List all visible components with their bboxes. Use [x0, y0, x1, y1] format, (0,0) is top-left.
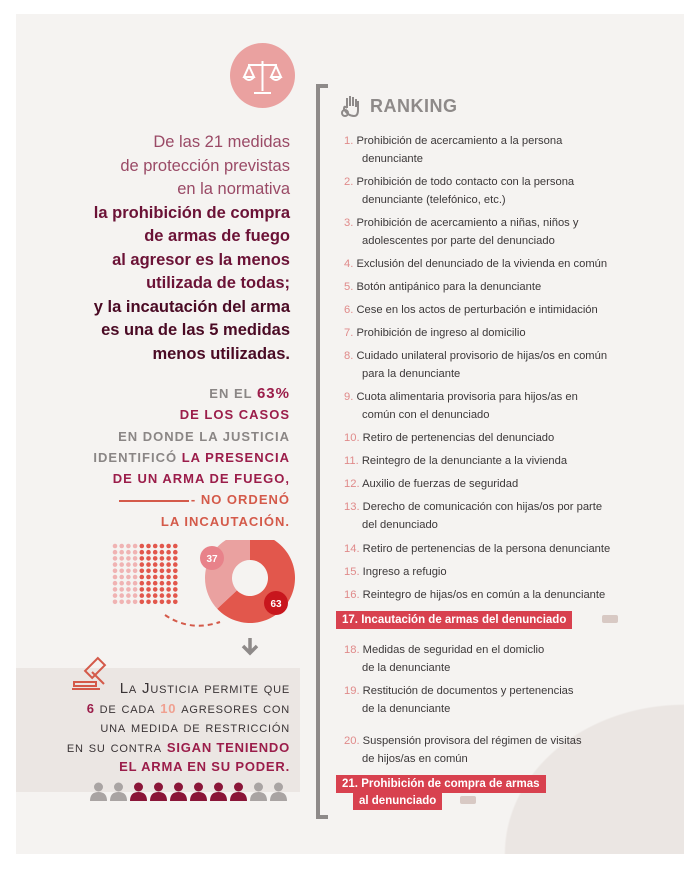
ranking-item: [344, 453, 567, 471]
dot: [133, 569, 138, 574]
ranking-item: [344, 642, 544, 677]
ranking-item-text: Prohibición de acercamiento a la persona: [356, 135, 563, 147]
dot: [146, 556, 151, 561]
dot: [173, 575, 178, 580]
ranking-number: 14.: [344, 543, 360, 555]
ranking-number: 10.: [344, 432, 360, 444]
ranking-item-text: al denunciado: [359, 795, 437, 807]
dot: [133, 593, 138, 598]
dot: [119, 544, 124, 549]
ranking-item-text: Retiro de pertenencias de la persona denunciante: [362, 543, 611, 555]
ranking-number: 9.: [344, 391, 354, 403]
ranking-item-highlighted: [336, 775, 546, 793]
dot: [133, 544, 138, 549]
dot: [126, 544, 131, 549]
dot: [113, 550, 118, 555]
ranking-number: 6.: [344, 304, 354, 316]
ranking-item-text: Prohibición de todo contacto con la persona: [356, 176, 575, 188]
dot: [173, 562, 178, 567]
dot: [173, 556, 178, 561]
dot: [160, 587, 165, 592]
dot: [146, 550, 151, 555]
ranking-item: [344, 348, 607, 383]
dot: [173, 544, 178, 549]
dot: [166, 569, 171, 574]
dot: [126, 587, 131, 592]
dot: [160, 575, 165, 580]
dot: [166, 581, 171, 586]
dot: [173, 581, 178, 586]
ranking-item-text: 21.: [342, 778, 358, 790]
dot: [140, 575, 145, 580]
ranking-number: 8.: [344, 350, 354, 362]
band-text: [67, 679, 290, 777]
ranking-number: 11.: [344, 455, 359, 467]
dot: [140, 593, 145, 598]
ranking-item-text: Cese en los actos de perturbación e intimidación: [356, 304, 598, 316]
ranking-number: 12.: [344, 478, 360, 490]
dot: [113, 575, 118, 580]
ranking-bracket: [316, 84, 328, 819]
ranking-item-text-cont: adolescentes por parte del denunciado: [362, 234, 555, 247]
ranking-item-text: 17.: [342, 614, 358, 626]
dot: [153, 575, 158, 580]
dot: [140, 562, 145, 567]
dot: [133, 587, 138, 592]
dot: [166, 550, 171, 555]
dot: [119, 581, 124, 586]
person-icon: [90, 781, 107, 806]
ranking-item-text: Derecho de comunicación con hijas/os por parte: [362, 501, 603, 513]
dot: [126, 556, 131, 561]
people-row: [90, 781, 287, 806]
dot: [153, 587, 158, 592]
hand-stop-icon: [340, 94, 362, 118]
dot: [160, 593, 165, 598]
ranking-item: [344, 389, 578, 424]
dot: [146, 587, 151, 592]
dot: [140, 581, 145, 586]
ranking-item: [344, 564, 447, 582]
ranking-item-text-cont: del denunciado: [362, 518, 438, 531]
ranking-item: [344, 733, 582, 768]
ranking-item-highlighted: [336, 611, 572, 629]
ranking-item-text: Prohibición de ingreso al domicilio: [356, 327, 526, 339]
ranking-item-text: Exclusión del denunciado de la vivienda en común: [356, 258, 608, 270]
dot: [146, 593, 151, 598]
ranking-item: [344, 430, 554, 448]
dot: [133, 556, 138, 561]
dot: [173, 587, 178, 592]
dot: [119, 569, 124, 574]
dot: [166, 556, 171, 561]
ranking-number: 3.: [344, 217, 354, 229]
ranking-item: [344, 302, 598, 320]
dot: [160, 544, 165, 549]
dot: [153, 556, 158, 561]
ranking-item-text: Retiro de pertenencias del denunciado: [362, 432, 555, 444]
dot: [133, 581, 138, 586]
ranking-number: 15.: [344, 566, 360, 578]
dot: [146, 569, 151, 574]
dot: [113, 562, 118, 567]
dot: [173, 600, 178, 605]
dashed-connector: [165, 615, 220, 626]
person-icon-highlighted: [170, 781, 187, 806]
dot: [133, 550, 138, 555]
stat-text: EN EL: [209, 386, 257, 401]
dot: [153, 544, 158, 549]
dot: [173, 550, 178, 555]
dot: [119, 600, 124, 605]
dot: [140, 544, 145, 549]
person-icon: [110, 781, 127, 806]
dot: [113, 556, 118, 561]
dot: [160, 556, 165, 561]
dot: [126, 569, 131, 574]
dot: [140, 587, 145, 592]
band-line: una medida de restricción: [100, 719, 290, 736]
band-line: en su contra: [66, 738, 167, 756]
ranking-item-text-cont: de hijos/as en común: [362, 752, 468, 765]
dot: [160, 581, 165, 586]
ranking-item: [344, 174, 574, 209]
person-icon-highlighted: [210, 781, 227, 806]
dot: [160, 600, 165, 605]
ranking-item: [344, 683, 574, 718]
dot: [140, 550, 145, 555]
dot: [160, 562, 165, 567]
pointing-hand-icon: [602, 615, 618, 623]
ranking-number: 13.: [344, 501, 360, 513]
dot: [146, 562, 151, 567]
band-line: de cada: [94, 699, 161, 717]
dot: [113, 544, 118, 549]
ranking-item-text: Suspensión provisora del régimen de visitas: [362, 735, 582, 747]
ranking-item: [344, 499, 602, 534]
dot: [153, 600, 158, 605]
intro-line: al agresor es la menos: [112, 250, 290, 269]
dot: [166, 562, 171, 567]
person-icon-highlighted: [190, 781, 207, 806]
dot: [166, 544, 171, 549]
intro-line: de armas de fuego: [144, 227, 290, 245]
ranking-item-text: Cuidado unilateral provisorio de hijas/os en común: [356, 350, 608, 362]
ranking-item-text-cont: denunciante (telefónico, etc.): [362, 193, 506, 206]
dot: [146, 581, 151, 586]
dot: [119, 587, 124, 592]
ranking-title: RANKING: [370, 96, 458, 116]
dot: [113, 600, 118, 605]
intro-line: es una de las 5 medidas: [101, 321, 290, 339]
stat-text: - NO ORDENÓ: [190, 492, 290, 508]
dot: [126, 550, 131, 555]
ranking-item-text-cont: para la denunciante: [362, 367, 461, 380]
person-icon-highlighted: [230, 781, 247, 806]
ranking-item: [344, 215, 578, 250]
stat-text: DE UN ARMA DE FUEGO,: [112, 471, 290, 487]
band-line: La Justicia permite que: [119, 680, 290, 697]
dot: [126, 562, 131, 567]
ranking-item-text-cont: común con el denunciado: [362, 408, 490, 421]
band-line: agresores con: [176, 699, 290, 717]
ranking-item-text: Ingreso a refugio: [362, 566, 447, 578]
person-icon-highlighted: [150, 781, 167, 806]
dot: [119, 556, 124, 561]
ranking-number: 19.: [344, 685, 360, 697]
stat-text: EN DONDE LA JUSTICIA: [118, 428, 290, 444]
dot: [153, 569, 158, 574]
dot: [160, 550, 165, 555]
band-line: EL ARMA EN SU PODER.: [119, 759, 290, 774]
dot: [126, 581, 131, 586]
person-icon-highlighted: [130, 781, 147, 806]
intro-text: [94, 131, 290, 366]
dot: [126, 593, 131, 598]
dot: [119, 562, 124, 567]
dot: [153, 562, 158, 567]
ranking-item-text-cont: de la denunciante: [362, 661, 451, 674]
ranking-item-text: Cuota alimentaria provisoria para hijos/as en: [356, 391, 578, 403]
dot: [133, 600, 138, 605]
donut-label-63: 63: [270, 599, 282, 610]
scales-of-justice-icon: [230, 43, 295, 108]
ranking-item-text-cont: de la denunciante: [362, 702, 451, 715]
dot: [166, 587, 171, 592]
ranking-number: 1.: [344, 135, 354, 147]
dot: [173, 569, 178, 574]
intro-line: y la incautación del arma: [93, 297, 290, 316]
dot: [173, 593, 178, 598]
dot: [133, 562, 138, 567]
donut-label-37: 37: [206, 554, 218, 565]
ranking-item-text: Incautación de armas del denunciado: [361, 614, 567, 626]
ranking-item: [344, 325, 526, 343]
dot: [160, 569, 165, 574]
percentage-visualization: [110, 540, 310, 640]
intro-line: en la normativa: [177, 180, 290, 198]
intro-line: utilizada de todas;: [146, 274, 290, 292]
dot: [140, 569, 145, 574]
ranking-item-text: Prohibición de compra de armas: [361, 778, 540, 790]
arrow-down-icon: [240, 636, 260, 658]
pointing-hand-icon: [460, 796, 476, 804]
ranking-number: 20.: [344, 735, 360, 747]
dot: [146, 575, 151, 580]
person-icon: [270, 781, 287, 806]
dot: [113, 581, 118, 586]
ranking-item: [344, 587, 605, 605]
divider-line: [119, 500, 189, 502]
dot: [166, 600, 171, 605]
dot: [153, 550, 158, 555]
ranking-item-text: Reintegro de hijas/os en común a la denunciante: [362, 589, 606, 601]
ranking-item: [344, 133, 562, 168]
band-number: 6: [86, 700, 95, 716]
band-line: SIGAN TENIENDO: [166, 739, 290, 755]
ranking-item-text: Auxilio de fuerzas de seguridad: [362, 478, 519, 490]
ranking-item-text-cont: denunciante: [362, 152, 423, 165]
stat-text: DE LOS CASOS: [179, 407, 290, 423]
dot: [166, 575, 171, 580]
intro-line: menos utilizadas.: [152, 344, 290, 363]
dot: [153, 593, 158, 598]
stat-text: LA PRESENCIA: [181, 449, 290, 465]
ranking-item-text: Prohibición de acercamiento a niñas, niños y: [356, 217, 579, 229]
dot: [126, 575, 131, 580]
dot: [146, 600, 151, 605]
stat-text: LA INCAUTACIÓN.: [160, 513, 290, 529]
dot: [119, 593, 124, 598]
dot: [119, 575, 124, 580]
stat-percent: 63%: [256, 385, 290, 402]
dot: [133, 575, 138, 580]
dot: [166, 593, 171, 598]
ranking-number: 16.: [344, 589, 360, 601]
ranking-number: 5.: [344, 281, 354, 293]
ranking-item: [344, 256, 607, 274]
dot: [126, 600, 131, 605]
stat-text: IDENTIFICÓ: [93, 449, 182, 465]
dot: [140, 600, 145, 605]
ranking-number: 18.: [344, 644, 360, 656]
ranking-item: [344, 279, 541, 297]
dot: [153, 581, 158, 586]
ranking-number: 4.: [344, 258, 354, 270]
ranking-item-text: Restitución de documentos y pertenencias: [362, 685, 574, 697]
ranking-item-text: Medidas de seguridad en el domiclio: [362, 644, 545, 656]
ranking-item: [344, 476, 518, 494]
statistic-text: [93, 383, 290, 532]
dot: [146, 544, 151, 549]
ranking-item-highlighted-cont: [353, 792, 442, 810]
dot: [113, 593, 118, 598]
intro-line: De las 21 medidas: [153, 133, 290, 151]
dot: [119, 550, 124, 555]
band-number: 10: [160, 700, 177, 716]
ranking-item-text: Reintegro de la denunciante a la vivienda: [361, 455, 568, 467]
ranking-number: 7.: [344, 327, 354, 339]
intro-line: la prohibición de compra: [93, 203, 290, 222]
intro-line: de protección previstas: [120, 156, 290, 175]
ranking-item: [344, 541, 610, 559]
dot: [113, 587, 118, 592]
ranking-number: 2.: [344, 176, 354, 188]
dot: [113, 569, 118, 574]
ranking-item-text: Botón antipánico para la denunciante: [356, 281, 542, 293]
person-icon: [250, 781, 267, 806]
dot: [140, 556, 145, 561]
